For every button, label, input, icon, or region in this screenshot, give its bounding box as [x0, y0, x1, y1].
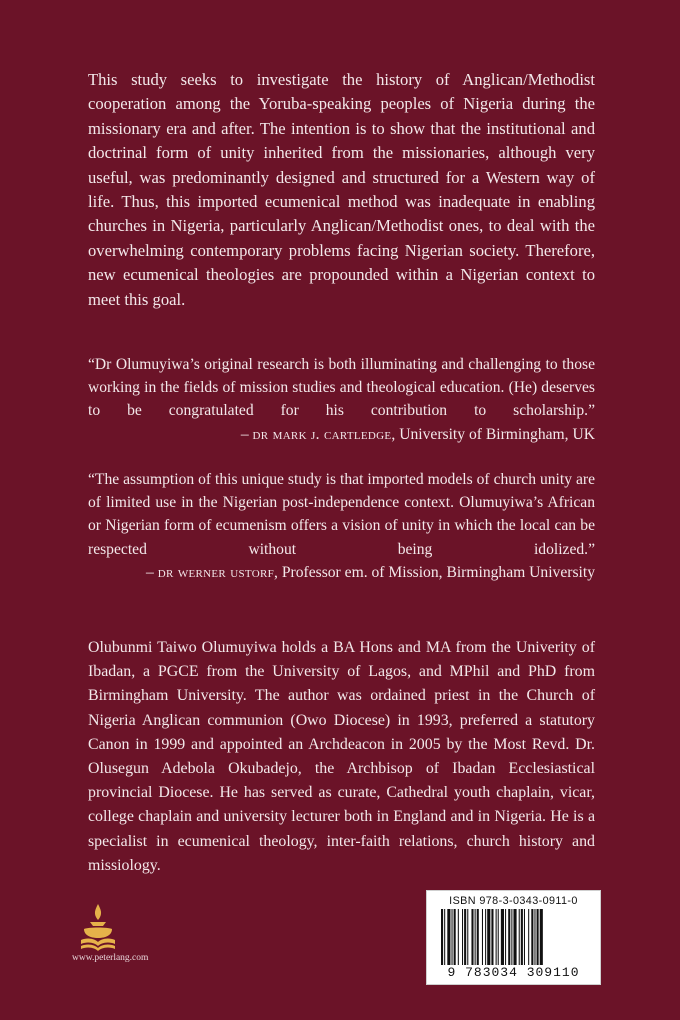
barcode-bar [511, 909, 512, 965]
barcode-bar [482, 909, 483, 965]
book-description: This study seeks to investigate the history of Anglican/Methodist cooperation among the Yoruba-speaking peoples of Nigeria during the missionary era and after. The intention is to show that the institutional and doctrinal form of unity inherited from the missionaries, although very useful, was predominantly designed and structured for a Western way of life. Thus, this imported ecumenical method was inadequate in enabling churches in Nigeria, particularly Anglican/Methodist ones, to deal with the overwhelming contemporary problems facing Nigerian society. Therefore, new ecumenical theologies are propounded within a Nigerian context to meet this goal. [88, 70, 595, 309]
barcode-bar [496, 909, 497, 965]
barcode-bar [447, 909, 450, 965]
barcode-bar [485, 909, 486, 965]
barcode-bar [501, 909, 504, 965]
barcode-bar [519, 909, 520, 965]
barcode-bar [521, 909, 523, 965]
endorsement-quote-1 [88, 353, 595, 446]
isbn-label: ISBN 978-3-0343-0911-0 [449, 895, 578, 907]
barcode-bar [528, 909, 529, 965]
barcode-bar [531, 909, 533, 965]
quote-attribution [88, 561, 595, 584]
endorser-name: dr werner ustorf [157, 563, 275, 581]
barcode-bar [513, 909, 516, 965]
endorser-name: dr mark j. cartledge [252, 425, 392, 443]
barcode-bar [487, 909, 490, 965]
author-bio: Olubunmi Taiwo Olumuyiwa holds a BA Hons and MA from the Univerity of Ibadan, a PGCE from the University of Lagos, and MPhil and PhD from Birmingham University. The author was ordained priest in the Church of Nigeria Anglican communion (Owo Diocese) in 1993, preferred a statutory Canon in 1999 and appointed an Archdeacon in 2005 by the Most Revd. Dr. Olusegun Adebola Okubadejo, the Archbisop of Ibadan Ecclesiastical provincial Diocese. He has served as curate, Cathedral youth chaplain, vicar, college chaplain and university lecturer both in England and in Nigeria. He is a specialist in ecumenical theology, inter-faith relations, church history and missiology. [88, 639, 595, 874]
quote-text: “The assumption of this unique study is that imported models of church unity are of limited use in the Nigerian post-independence context. Olumuyiwa’s African or Nigerian form of ecumenism offers a vision of unity in which the local can be respected without being idolized.” [88, 471, 595, 558]
barcode-bar [477, 909, 479, 965]
endorsement-quote-2 [88, 468, 595, 584]
barcode-bar [508, 909, 510, 965]
isbn-barcode-digits: 9 783034 309110 [447, 965, 580, 980]
barcode-bar [540, 909, 543, 965]
barcode-bar [458, 909, 459, 965]
barcode-bar [444, 909, 445, 965]
quote-attribution [88, 423, 595, 446]
attribution-dash: – [146, 563, 158, 581]
barcode-bar [475, 909, 476, 965]
barcode-bar [505, 909, 506, 965]
barcode-bar [467, 909, 468, 965]
barcode-bar [464, 909, 466, 965]
barcode-bar [534, 909, 535, 965]
barcode-bar [454, 909, 456, 965]
quote-text: “Dr Olumuyiwa’s original research is both illuminating and challenging to those working in the fields of mission studies and theological education. (He) deserves to be congratulated for his contribution to scholarship.” [88, 356, 595, 420]
attribution-dash: – [240, 425, 253, 443]
barcode-bar [452, 909, 453, 965]
barcode-bar [471, 909, 473, 965]
barcode-graphic [439, 909, 589, 967]
endorser-affiliation: , Professor em. of Mission, Birmingham University [274, 563, 595, 581]
barcode-bar [524, 909, 525, 965]
barcode-bar [491, 909, 493, 965]
barcode-bar [498, 909, 499, 965]
barcode-bar [537, 909, 539, 965]
barcode-bar [441, 909, 443, 965]
isbn-barcode-block [426, 890, 601, 985]
publisher-website: www.peterlang.com [72, 953, 149, 963]
endorser-affiliation: , University of Birmingham, UK [391, 425, 595, 443]
barcode-bar [462, 909, 463, 965]
